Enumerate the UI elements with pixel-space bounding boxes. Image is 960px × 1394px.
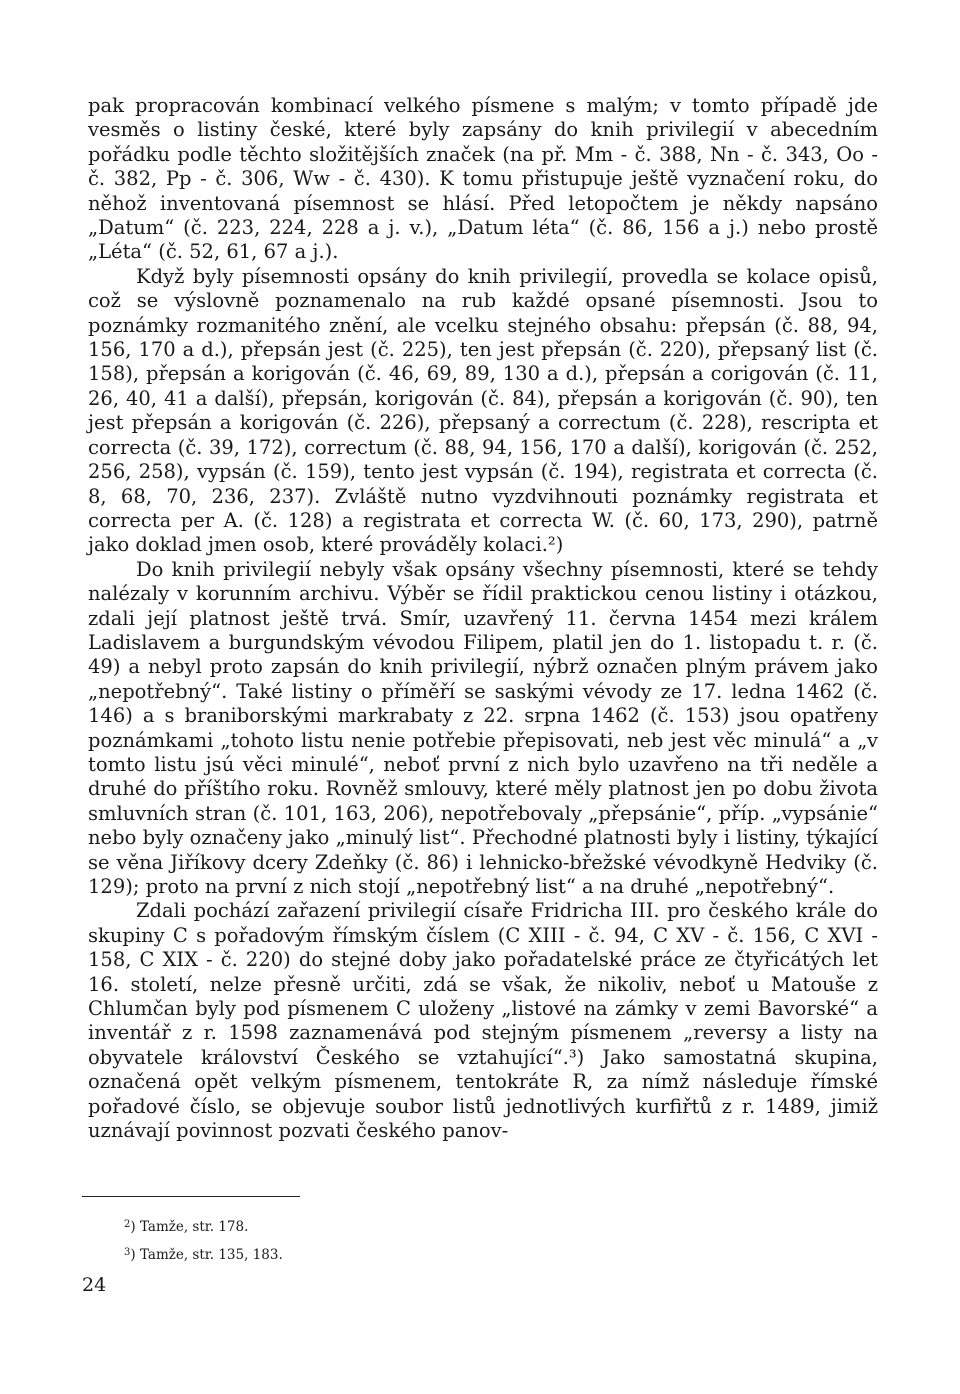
footnote-3: $^3$) Tamže, str. 135, 183. xyxy=(124,1247,283,1263)
paragraph-4: Zdali pochází zařazení privilegií císaře Fridricha III. pro českého krále do skupiny C s pořadovým římským číslem (C XIII - č. 94, C XV - č. 156, C XVI - 158, C XIX - č. 220) do stejné doby jako pořadatelské práce ze čtyřicátých let 16. století, nelze přesně určiti, zdá se však, že nikoliv, neboť u Matouše z Chlumčan byly pod písmenem C uloženy „listové na zámky v zemi Bavorské“ a inventář z r. 1598 zaznamenává pod stejným písmenem „reversy a listy na obyvatele království Českého se vztahující“.³) Jako samostatná skupina, označená opět velkým písmenem, tentokráte R, za nímž následuje římské pořadové číslo, se objevuje soubor listů jednotlivých kurfiřtů z r. 1489, jimiž uznávají povinnost pozvati českého panov- xyxy=(88,899,878,1143)
paragraph-3: Do knih privilegií nebyly však opsány všechny písemnosti, které se tehdy nalézaly v korunním archivu. Výběr se řídil praktickou cenou listiny i otázkou, zdali její platnost ještě trvá. Smír, uzavřený 11. června 1454 mezi králem Ladislavem a burgundským vévodou Filipem, platil jen do 1. listopadu t. r. (č. 49) a nebyl proto zapsán do knih privilegií, nýbrž označen plným právem jako „nepotřebný“. Také listiny o příměří se saskými vévody ze 17. ledna 1462 (č. 146) a s braniborskými markrabaty z 22. srpna 1462 (č. 153) jsou opatřeny poznámkami „tohoto listu nenie potřebie přepisovati, neb jest věc minulá“ a „v tomto listu jsú věci minulé“, neboť první z nich bylo uzavřeno na tři neděle a druhé do příštího roku. Rovněž smlouvy, které měly platnost jen po dobu života smluvních stran (č. 101, 163, 206), nepotřebovaly „přepsánie“, příp. „vypsánie“ nebo byly označeny jako „minulý list“. Přechodné platnosti byly i listiny, týkající se věna Jiříkovy dcery Zdeňky (č. 86) i lehnicko-břežské vévodkyně Hedviky (č. 129); proto na první z nich stojí „nepotřebný list“ a na druhé „nepotřebný“. xyxy=(88,557,878,898)
footnote-mark: 3 xyxy=(124,1247,131,1258)
paragraph-1: pak propracován kombinací velkého písmene s malým; v tomto případě jde vesměs o listiny české, které byly zapsány do knih privilegií v abecedním pořádku podle těchto složitějších značek (na př. Mm - č. 388, Nn - č. 343, Oo - č. 382, Pp - č. 306, Ww - č. 430). K tomu přistupuje ještě vyznačení roku, do něhož inventovaná písemnost se hlásí. Před letopočtem je někdy napsáno „Datum“ (č. 223, 224, 228 a j. v.), „Datum léta“ (č. 86, 156 a j.) nebo prostě „Léta“ (č. 52, 61, 67 a j.). xyxy=(88,94,878,264)
footnote-text: Tamže, str. 135, 183. xyxy=(139,1247,283,1263)
footnote-mark: 2 xyxy=(124,1219,131,1230)
footnote-2: $^2$) Tamže, str. 178. xyxy=(124,1219,249,1235)
footnote-text: Tamže, str. 178. xyxy=(139,1219,249,1235)
body-text xyxy=(88,94,878,1143)
page-number: 24 xyxy=(82,1274,107,1296)
footnote-divider xyxy=(82,1196,300,1197)
footnotes xyxy=(124,1212,283,1268)
paragraph-2: Když byly písemnosti opsány do knih privilegií, provedla se kolace opisů, což se výslovně poznamenalo na rub každé opsané písemnosti. Jsou to poznámky rozmanitého znění, ale vcelku stejného obsahu: přepsán (č. 88, 94, 156, 170 a d.), přepsán jest (č. 225), ten jest přepsán (č. 220), přepsaný list (č. 158), přepsán a korigován (č. 46, 69, 89, 130 a d.), přepsán a corigován (č. 11, 26, 40, 41 a další), přepsán, korigován (č. 84), přepsán a korigován (č. 90), ten jest přepsán a korigován (č. 226), přepsaný a correctum (č. 228), rescripta et correcta (č. 39, 172), correctum (č. 88, 94, 156, 170 a další), korigován (č. 252, 256, 258), vypsán (č. 159), tento jest vypsán (č. 194), registrata et correcta (č. 8, 68, 70, 236, 237). Zvláště nutno vyzdvihnouti poznámky registrata et correcta per A. (č. 128) a registrata et correcta W. (č. 60, 173, 290), patrně jako doklad jmen osob, které prováděly kolaci.²) xyxy=(88,264,878,557)
